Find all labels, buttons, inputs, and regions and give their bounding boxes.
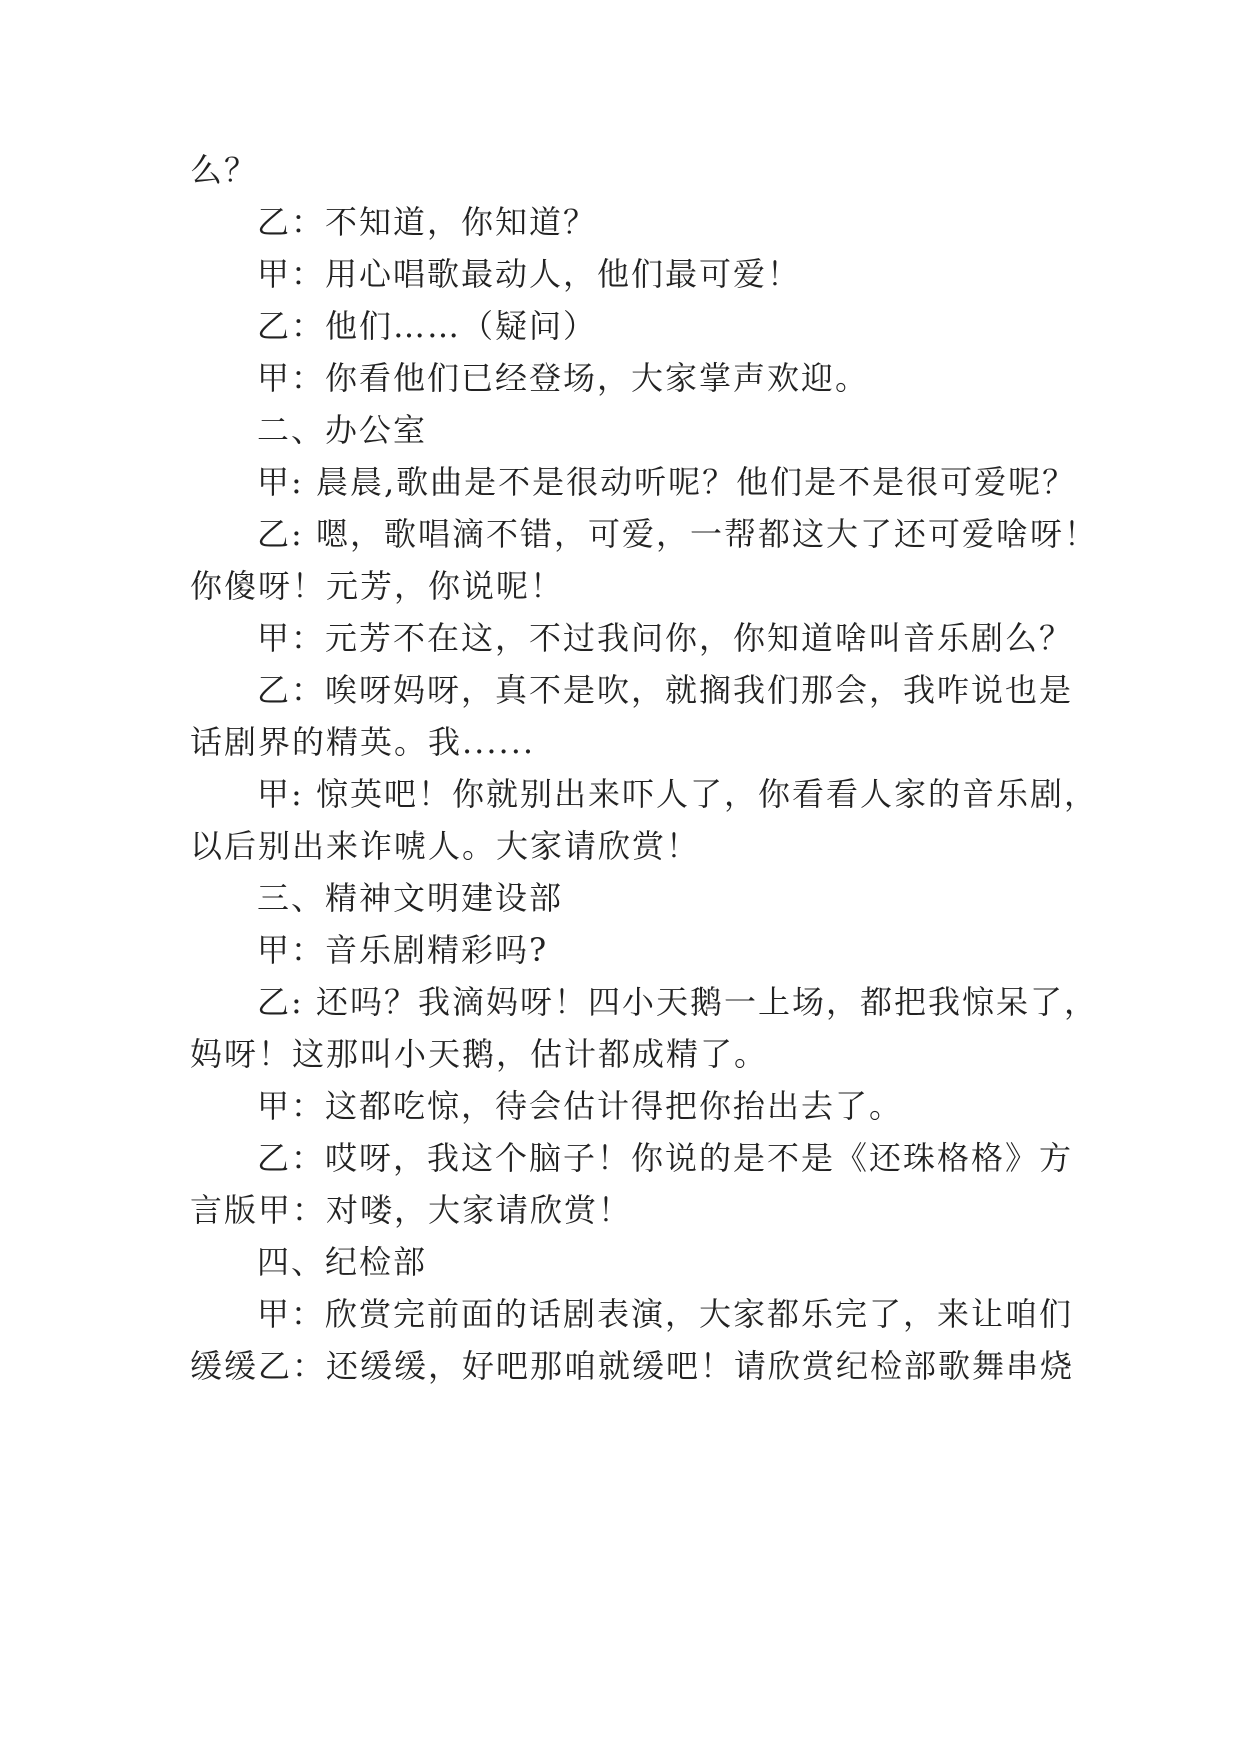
text-line: 言版甲：对喽，大家请欣赏！ <box>190 1191 633 1229</box>
text-line: 甲: 晨晨,歌曲是不是很动听呢？他们是不是很可爱呢？ <box>257 463 1077 501</box>
text-line: 乙：不知道，你知道？ <box>257 203 598 241</box>
text-line: 你傻呀！元芳，你说呢！ <box>190 567 565 605</box>
text-line: 乙: 还吗？我滴妈呀！四小天鹅一上场，都把我惊呆了， <box>257 983 1098 1021</box>
text-line: 乙：哎呀，我这个脑子！你说的是不是《还珠格格》方 <box>257 1139 1074 1177</box>
text-line: 乙：唉呀妈呀，真不是吹，就搁我们那会，我咋说也是 <box>257 671 1074 709</box>
text-line: 甲：音乐剧精彩吗? <box>257 931 549 969</box>
text-line: 妈呀！这那叫小天鹅，估计都成精了。 <box>190 1035 769 1073</box>
section-heading: 三、精神文明建设部 <box>257 879 564 917</box>
text-line: 话剧界的精英。我...... <box>190 723 536 761</box>
text-line: 甲：你看他们已经登场，大家掌声欢迎。 <box>257 359 870 397</box>
text-line: 缓缓乙：还缓缓，好吧那咱就缓吧！请欣赏纪检部歌舞串烧 <box>190 1347 1075 1385</box>
text-line: 乙：他们……（疑问） <box>257 307 598 345</box>
section-heading: 四、纪检部 <box>257 1243 428 1281</box>
text-line: 甲：元芳不在这，不过我问你，你知道啥叫音乐剧么？ <box>257 619 1074 657</box>
text-line: 以后别出来诈唬人。大家请欣赏！ <box>190 827 701 865</box>
text-line: 甲: 惊英吧！你就别出来吓人了，你看看人家的音乐剧， <box>257 775 1098 813</box>
text-line: 么？ <box>190 151 259 189</box>
text-line: 乙: 嗯，歌唱滴不错，可爱，一帮都这大了还可爱啥呀！ <box>257 515 1098 553</box>
text-line: 甲：这都吃惊，待会估计得把你抬出去了。 <box>257 1087 904 1125</box>
text-line: 甲：欣赏完前面的话剧表演，大家都乐完了，来让咱们 <box>257 1295 1074 1333</box>
text-line: 甲：用心唱歌最动人，他们最可爱！ <box>257 255 802 293</box>
section-heading: 二、办公室 <box>257 411 428 449</box>
